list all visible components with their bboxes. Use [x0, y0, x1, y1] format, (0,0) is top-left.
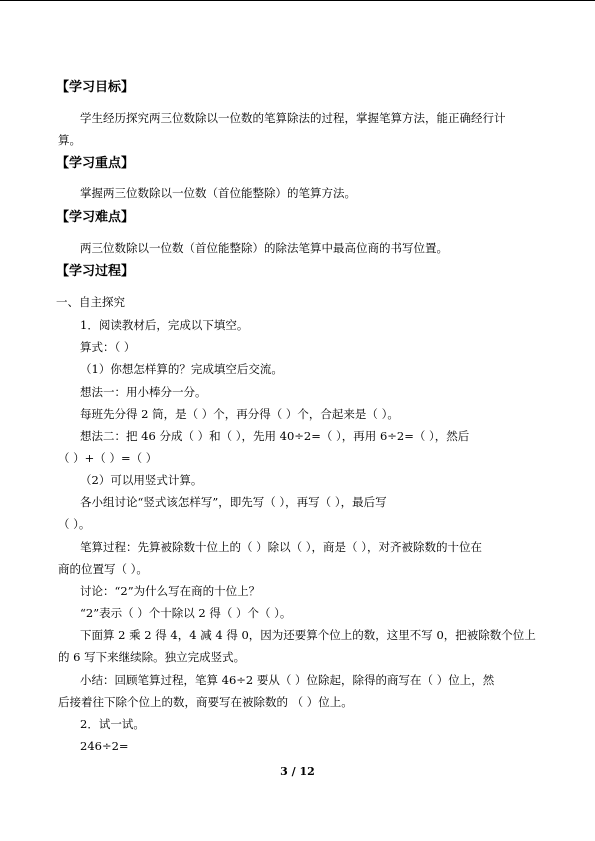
discussion-2-fill: “2”表示（ ）个十除以 2 得（ ）个（ ）。 [80, 606, 292, 620]
heading-difficulty: 【学习难点】 [56, 210, 135, 225]
process-line-1: 笔算过程：先算被除数十位上的（ ）除以（ ），商是（ ），对齐被除数的十位在 [80, 540, 482, 554]
item-2: 2．试一试。 [80, 717, 145, 731]
discussion-1-cont: （ ）。 [58, 517, 91, 531]
item-1: 1．阅读教材后，完成以下填空。 [80, 318, 249, 332]
method-1-fill: 每班先分得 2 筒，是（ ）个，再分得（ ）个，合起来是（ ）。 [80, 407, 399, 421]
method-2: 想法二：把 46 分成（ ）和（ ），先用 40÷2=（ ），再用 6÷2=（ ），然后 [80, 429, 470, 443]
heading-process: 【学习过程】 [56, 264, 135, 279]
discussion-1: 各小组讨论“竖式该怎样写”，即先写（ ），再写（ ），最后写 [80, 495, 387, 509]
method-1: 想法一：用小棒分一分。 [80, 385, 207, 399]
heading-key: 【学习重点】 [56, 156, 135, 171]
process-line-2: 商的位置写（ ）。 [58, 562, 148, 576]
summary-1: 小结：回顾笔算过程，笔算 46÷2 要从（ ）位除起，除得的商写在（ ）位上，然 [80, 673, 495, 687]
question-1: （1）你想怎样算的？完成填空后交流。 [80, 362, 283, 376]
difficulty-text: 两三位数除以一位数（首位能整除）的除法笔算中最高位商的书写位置。 [80, 241, 448, 255]
question-2: （2）可以用竖式计算。 [80, 473, 203, 487]
discussion-2: 讨论：“2”为什么写在商的十位上？ [80, 584, 261, 598]
part-1-title: 一、自主探究 [56, 295, 125, 309]
next-step-1: 下面算 2 乘 2 得 4，4 减 4 得 0，因为还要算个位上的数，这里不写 0，把被除数个位上 [80, 628, 536, 642]
goal-text: 学生经历探究两三位数除以一位数的笔算除法的过程，掌握笔算方法，能正确经行计 [80, 111, 506, 125]
summary-2: 后接着往下除个位上的数，商要写在被除数的 （ ）位上。 [58, 695, 353, 709]
heading-goal: 【学习目标】 [56, 80, 135, 95]
top-rule [0, 0, 595, 1]
page-number: 3 / 12 [280, 765, 315, 778]
next-step-2: 的 6 写下来继续除。独立完成竖式。 [58, 650, 246, 664]
key-text: 掌握两三位数除以一位数（首位能整除）的笔算方法。 [80, 186, 356, 200]
exercise: 246÷2= [80, 739, 129, 753]
formula-line: 算式：（ ） [80, 340, 136, 354]
method-2-cont: （ ）+（ ）=（ ） [58, 451, 158, 465]
goal-text-cont: 算。 [58, 133, 81, 147]
